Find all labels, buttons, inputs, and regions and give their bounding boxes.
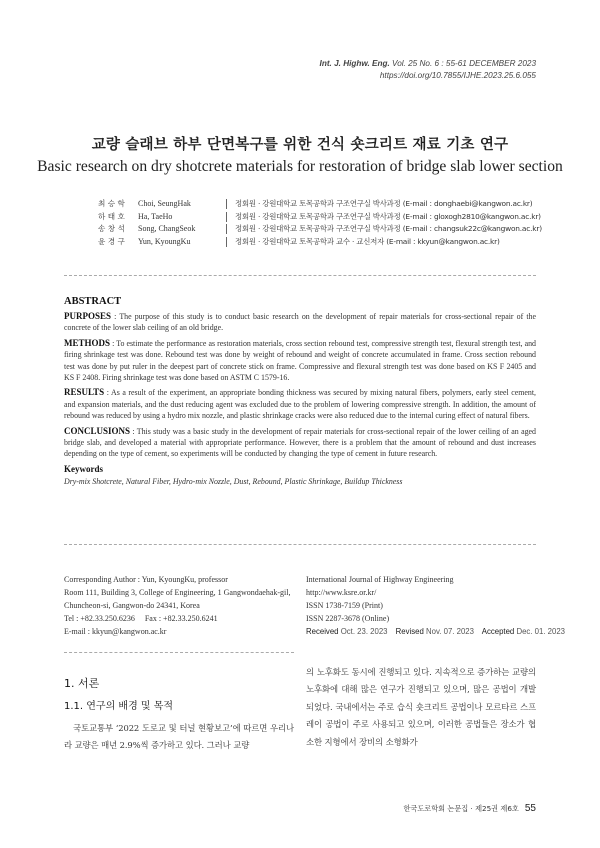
journal-doi[interactable]: https://doi.org/10.7855/IJHE.2023.25.6.055 [379, 71, 536, 80]
abstract-purposes [64, 311, 536, 333]
journal-name: Int. J. Highw. Eng. [319, 59, 390, 68]
divider-top [64, 275, 536, 276]
purposes-label: PURPOSES [64, 311, 112, 322]
corr-line: Room 111, Building 3, College of Engineering, 1 Gangwondaehak-gil, [64, 588, 291, 597]
subsection-heading: 1.1. 연구의 배경 및 목적 [64, 701, 174, 712]
author-affiliation: 정회원 · 강원대학교 토목공학과 교수 · 교신저자 (E-mail : kkyun@kangwon.ac.kr) [235, 236, 500, 246]
journal-header [320, 58, 536, 82]
conclusions-text: : This study was a basic study in the development of repair materials for cross-sectional repair of the lower ceiling of an aged bridge slab, and developed a material with appropriate performance. However, there is a problem that the amount of rebound and dust increases depending on the type of cement, so experiments will be conducted by changing the type of cement in future research. [64, 426, 536, 458]
author-list [98, 198, 542, 248]
conclusions-label: CONCLUSIONS [64, 425, 131, 436]
title-english: Basic research on dry shotcrete materials for restoration of bridge slab lower section [37, 158, 563, 175]
body-paragraph-right: 의 노후화도 동시에 진행되고 있다. 지속적으로 증가하는 교량의 노후화에 대해 많은 연구가 진행되고 있으며, 많은 공법이 개발되었다. 국내에서는 주로 습식 숏크리트 공법이나 모르타르 스프레이 공법이 주로 사용되고 있으며, 이러한 공법들은 장소가 협소한 지형에서 장비의 소형화가 [306, 667, 536, 747]
keywords-text: Dry-mix Shotcrete, Natural Fiber, Hydro-mix Nozzle, Dust, Rebound, Plastic Shrinkage, Buildup Thickness [64, 476, 403, 486]
author-separator [226, 224, 235, 234]
purposes-text: : The purpose of this study is to conduct basic research on the development of repair materials for cross-sectional repair of the concrete of the lower slab ceiling of an old bridge. [64, 312, 536, 333]
results-text: : As a result of the experiment, an appropriate bonding thickness was secured by mixing natural fibers, polymers, early steel cement, and expansion materials, and the dust reducing agent was excluded due to the problem of lowering compressive strength. In addition, the amount of rebound was reduced by using a hydro mix nozzle, and plastic shrinkage cracks were also reduced due to the internal curing effect of natural fibers. [64, 388, 536, 420]
accepted-label: Accepted [481, 627, 515, 636]
journal-info-block [306, 573, 571, 638]
author-row [98, 236, 542, 249]
journal-info-line: ISSN 2287-3678 (Online) [306, 614, 390, 623]
author-separator [226, 212, 235, 222]
author-row [98, 223, 542, 236]
journal-url[interactable]: http://www.ksre.or.kr/ [306, 588, 377, 597]
results-label: RESULTS [64, 387, 105, 398]
journal-volume: Vol. 25 No. 6 : 55-61 DECEMBER 2023 [392, 59, 536, 68]
body-right-column [306, 664, 536, 751]
author-name-en: Ha, TaeHo [138, 211, 173, 221]
author-affiliation: 정회원 · 강원대학교 토목공학과 구조연구실 박사과정 (E-mail : donghaebi@kangwon.ac.kr) [235, 199, 533, 208]
corr-line: Corresponding Author : Yun, KyoungKu, professor [64, 575, 228, 584]
divider-middle [64, 544, 536, 545]
abstract-section [64, 296, 536, 487]
author-name-en: Choi, SeungHak [138, 199, 191, 208]
corresponding-author-block [64, 573, 290, 638]
journal-info-line: International Journal of Highway Engineering [306, 575, 454, 584]
author-affiliation: 정회원 · 강원대학교 토목공학과 구조연구실 박사과정 (E-mail : gloxogh2810@kangwon.ac.kr) [235, 211, 541, 221]
corr-email[interactable]: E-mail : kkyun@kangwon.ac.kr [64, 627, 167, 636]
revised-label: Revised [395, 627, 424, 636]
body-paragraph-left: 국토교통부 ‘2022 도로교 및 터널 현황보고’에 따르면 우리나라 교량은 매년 2.9%씩 증가하고 있다. 그러나 교량 [64, 723, 294, 751]
author-name-en: Yun, KyoungKu [138, 236, 191, 246]
revised-date: Nov. 07. 2023 [426, 627, 474, 636]
author-name-ko: 송 창 석 [98, 224, 125, 234]
author-name-ko: 최 승 학 [98, 199, 125, 208]
author-name-ko: 윤 경 구 [98, 236, 125, 246]
author-row [98, 211, 542, 224]
page-number: 55 [524, 803, 536, 814]
abstract-methods [64, 338, 536, 383]
body-left-column [64, 675, 294, 755]
author-row [98, 198, 542, 211]
accepted-date: Dec. 01. 2023 [516, 627, 565, 636]
author-separator [226, 237, 235, 247]
author-separator [226, 199, 235, 209]
title-korean: 교량 슬래브 하부 단면복구를 위한 건식 숏크리트 재료 기초 연구 [91, 137, 509, 153]
footer-journal: 한국도로학회 논문집 · 제25권 제6호 [403, 803, 519, 813]
corr-line: Tel : +82.33.250.6236 Fax : +82.33.250.6241 [64, 614, 218, 623]
methods-text: : To estimate the performance as restoration materials, cross section rebound test, compressive strength test, flexural strength test, and firing shrinkage test was done. Rebound test was done by weight of rebound and weight of concrete accumulated in frame. Cross section rebound test was done by put ruler in the deepest part of concrete stick on frame. Compressive and flexural strength test was done based on KS F 2405 and KS F 2408. Firing shrinkage test was done based on ASTM C 1579-16. [64, 339, 536, 382]
page-footer [403, 803, 536, 814]
abstract-results [64, 387, 536, 421]
journal-info-line: ISSN 1738-7159 (Print) [306, 601, 383, 610]
corr-line: Chuncheon-si, Gangwon-do 24341, Korea [64, 601, 200, 610]
abstract-heading: ABSTRACT [64, 296, 122, 307]
section-heading: 1. 서론 [64, 677, 100, 690]
author-affiliation: 정회원 · 강원대학교 토목공학과 구조연구실 박사과정 (E-mail : changsuk22c@kangwon.ac.kr) [235, 224, 542, 234]
dates-line [306, 625, 571, 638]
methods-label: METHODS [64, 338, 111, 349]
received-date: Oct. 23. 2023 [340, 627, 388, 636]
author-name-ko: 하 태 호 [98, 211, 125, 221]
author-name-en: Song, ChangSeok [138, 224, 196, 234]
received-label: Received [306, 627, 339, 636]
abstract-conclusions [64, 426, 536, 460]
keywords-heading: Keywords [64, 463, 103, 474]
divider-left-column [64, 652, 294, 653]
